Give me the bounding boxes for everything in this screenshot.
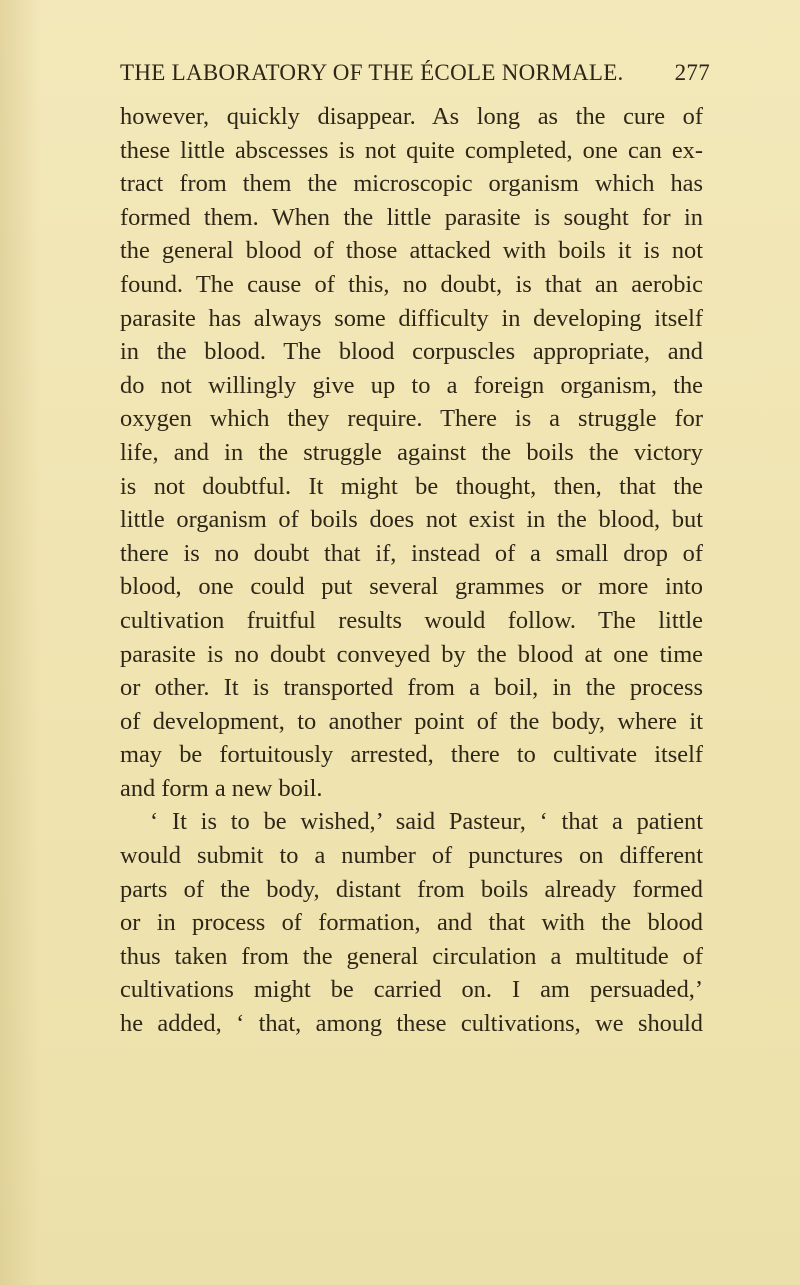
text-line: there is no doubt that if, instead of a small drop of	[120, 539, 703, 567]
text-line: tract from them the microscopic organism which has	[120, 170, 703, 198]
text-line: found. The cause of this, no doubt, is that an aerobic	[120, 270, 703, 298]
text-line: the general blood of those attacked with boils it is not	[120, 237, 703, 265]
text-line: blood, one could put several grammes or more into	[120, 573, 703, 601]
text-line: or other. It is transported from a boil, in the process	[120, 674, 703, 702]
text-line: oxygen which they require. There is a struggle for	[120, 405, 703, 433]
text-line: cultivations might be carried on. I am persuaded,’	[120, 976, 703, 1004]
text-line: thus taken from the general circulation a multitude of	[120, 942, 703, 970]
text-line: would submit to a number of punctures on different	[120, 842, 703, 870]
paragraph	[120, 805, 703, 1040]
text-line: cultivation fruitful results would follow. The little	[120, 606, 703, 634]
text-line: life, and in the struggle against the boils the victory	[120, 438, 703, 466]
text-line: is not doubtful. It might be thought, then, that the	[120, 472, 703, 500]
page-number: 277	[674, 60, 710, 85]
text-line: he added, ‘ that, among these cultivations, we should	[120, 1010, 703, 1038]
text-line: parasite is no doubt conveyed by the blood at one time	[120, 640, 703, 668]
text-line: may be fortuitously arrested, there to cultivate itself	[120, 741, 703, 769]
text-line: of development, to another point of the body, where it	[120, 707, 703, 735]
body-text	[120, 100, 703, 1041]
text-line: formed them. When the little parasite is sought for in	[120, 203, 703, 231]
text-line: parasite has always some difficulty in developing itself	[120, 304, 703, 332]
text-line: and form a new boil.	[120, 774, 323, 802]
running-title: THE LABORATORY OF THE ÉCOLE NORMALE.	[120, 60, 624, 85]
text-line: however, quickly disappear. As long as the cure of	[120, 103, 703, 130]
text-line: parts of the body, distant from boils already formed	[120, 875, 703, 903]
text-line: ‘ It is to be wished,’ said Pasteur, ‘ that a patient	[150, 808, 703, 836]
text-line: or in process of formation, and that with the blood	[120, 909, 703, 937]
text-line: little organism of boils does not exist in the blood, but	[120, 506, 703, 534]
page-header	[120, 60, 710, 94]
text-line: in the blood. The blood corpuscles appropriate, and	[120, 338, 703, 366]
paragraph	[120, 100, 703, 805]
text-line: these little abscesses is not quite completed, one can ex-	[120, 136, 703, 164]
text-line: do not willingly give up to a foreign organism, the	[120, 371, 703, 399]
